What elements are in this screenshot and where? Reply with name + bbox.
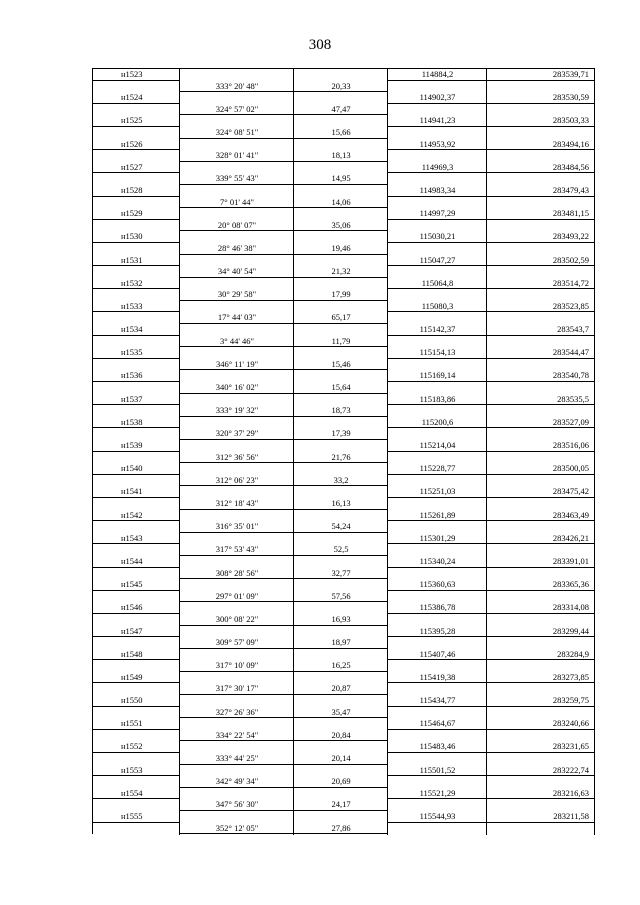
length-cell: 21,32 (294, 266, 388, 278)
x-coordinate-cell: 115200,6 (388, 417, 487, 429)
y-coordinate-cell: 283502,59 (487, 255, 595, 267)
length-cell: 16,93 (294, 614, 388, 626)
angle-cell: 333° 20' 48" (180, 81, 294, 93)
table-row (93, 765, 595, 788)
table-row (93, 139, 595, 162)
length-cell: 32,77 (294, 568, 388, 580)
point-cell: н1550 (93, 695, 180, 707)
column-divider (594, 69, 595, 835)
y-coordinate-cell: 283426,21 (487, 533, 595, 545)
length-cell: 21,76 (294, 452, 388, 464)
y-coordinate-cell: 283365,36 (487, 579, 595, 591)
x-coordinate-cell: 115544,93 (388, 811, 487, 823)
y-coordinate-cell: 283494,16 (487, 139, 595, 151)
angle-cell: 316° 35' 01" (180, 521, 294, 533)
point-cell: н1537 (93, 394, 180, 406)
length-cell: 15,46 (294, 359, 388, 371)
y-coordinate-cell: 283475,42 (487, 486, 595, 498)
table-row (93, 370, 595, 393)
x-coordinate-cell: 115360,63 (388, 579, 487, 591)
point-cell: н1527 (93, 162, 180, 174)
x-coordinate-cell: 114902,37 (388, 92, 487, 104)
x-coordinate-cell: 115228,77 (388, 463, 487, 475)
x-coordinate-cell: 115251,03 (388, 486, 487, 498)
point-cell: н1542 (93, 510, 180, 522)
table-row (93, 486, 595, 509)
length-cell: 65,17 (294, 312, 388, 324)
angle-cell: 324° 57' 02" (180, 104, 294, 116)
length-cell: 17,99 (294, 289, 388, 301)
angle-cell: 317° 53' 43" (180, 544, 294, 556)
y-coordinate-cell: 283484,56 (487, 162, 595, 174)
length-cell: 20,14 (294, 753, 388, 765)
angle-cell: 3° 44' 46" (180, 336, 294, 348)
angle-cell: 334° 22' 54" (180, 730, 294, 742)
x-coordinate-cell: 114997,29 (388, 208, 487, 220)
table-row (93, 417, 595, 440)
x-coordinate-cell: 114884,2 (388, 69, 487, 81)
y-coordinate-cell: 283273,85 (487, 672, 595, 684)
length-cell: 16,25 (294, 660, 388, 672)
table-row (93, 741, 595, 764)
angle-cell: 347° 56' 30" (180, 799, 294, 811)
point-cell: н1540 (93, 463, 180, 475)
point-cell: н1549 (93, 672, 180, 684)
table-row (93, 440, 595, 463)
point-cell: н1546 (93, 602, 180, 614)
length-cell: 27,86 (294, 823, 388, 835)
point-cell: н1555 (93, 811, 180, 823)
length-cell: 20,84 (294, 730, 388, 742)
table-row (93, 208, 595, 231)
x-coordinate-cell: 114953,92 (388, 139, 487, 151)
length-cell: 14,06 (294, 197, 388, 209)
x-coordinate-cell: 115395,28 (388, 626, 487, 638)
table-row (93, 556, 595, 579)
x-coordinate-cell: 115464,67 (388, 718, 487, 730)
x-coordinate-cell: 115483,46 (388, 741, 487, 753)
x-coordinate-cell: 114969,3 (388, 162, 487, 174)
page-number: 308 (308, 37, 332, 53)
angle-cell: 333° 44' 25" (180, 753, 294, 765)
length-cell: 52,5 (294, 544, 388, 556)
x-coordinate-cell: 115407,46 (388, 649, 487, 661)
table-row (93, 602, 595, 625)
x-coordinate-cell: 115386,78 (388, 602, 487, 614)
y-coordinate-cell: 283231,65 (487, 741, 595, 753)
angle-cell: 342° 49' 34" (180, 776, 294, 788)
column-divider (179, 69, 180, 835)
table-row (93, 718, 595, 741)
y-coordinate-cell: 283240,66 (487, 718, 595, 730)
angle-cell: 340° 16' 02" (180, 382, 294, 394)
y-coordinate-cell: 283503,33 (487, 115, 595, 127)
table-row (93, 115, 595, 138)
table-row (93, 347, 595, 370)
length-cell: 20,87 (294, 683, 388, 695)
y-coordinate-cell: 283516,06 (487, 440, 595, 452)
table-row (93, 185, 595, 208)
length-cell: 18,73 (294, 405, 388, 417)
point-cell: н1545 (93, 579, 180, 591)
y-coordinate-cell: 283216,63 (487, 788, 595, 800)
table-row (93, 255, 595, 278)
length-cell: 20,33 (294, 81, 388, 93)
column-divider (293, 69, 294, 835)
y-coordinate-cell: 283535,5 (487, 394, 595, 406)
x-coordinate-cell: 115030,21 (388, 231, 487, 243)
length-cell: 18,13 (294, 150, 388, 162)
point-cell: н1523 (93, 69, 180, 81)
table-row (93, 695, 595, 718)
column-divider (486, 69, 487, 835)
table-row (93, 324, 595, 347)
table-row (93, 463, 595, 486)
length-cell: 57,56 (294, 591, 388, 603)
angle-cell: 324° 08' 51" (180, 127, 294, 139)
length-cell: 54,24 (294, 521, 388, 533)
point-cell: н1539 (93, 440, 180, 452)
x-coordinate-cell: 114983,34 (388, 185, 487, 197)
coordinates-table (92, 68, 595, 834)
y-coordinate-cell: 283514,72 (487, 278, 595, 290)
x-coordinate-cell: 115142,37 (388, 324, 487, 336)
y-coordinate-cell: 283284,9 (487, 649, 595, 661)
y-coordinate-cell: 283479,43 (487, 185, 595, 197)
x-coordinate-cell: 115169,14 (388, 370, 487, 382)
angle-cell: 34° 40' 54" (180, 266, 294, 278)
length-cell: 20,69 (294, 776, 388, 788)
y-coordinate-cell: 283527,09 (487, 417, 595, 429)
point-cell: н1552 (93, 741, 180, 753)
x-coordinate-cell: 115501,52 (388, 765, 487, 777)
point-cell: н1554 (93, 788, 180, 800)
table-row (93, 626, 595, 649)
angle-cell: 7° 01' 44" (180, 197, 294, 209)
length-cell: 15,66 (294, 127, 388, 139)
point-cell: н1528 (93, 185, 180, 197)
y-coordinate-cell: 283314,08 (487, 602, 595, 614)
column-divider (387, 69, 388, 835)
angle-cell: 320° 37' 29" (180, 428, 294, 440)
point-cell: н1533 (93, 301, 180, 313)
angle-cell: 352° 12' 05" (180, 823, 294, 835)
length-cell: 11,79 (294, 336, 388, 348)
length-cell: 24,17 (294, 799, 388, 811)
length-cell: 47,47 (294, 104, 388, 116)
x-coordinate-cell: 115301,29 (388, 533, 487, 545)
angle-cell: 308° 28' 56" (180, 568, 294, 580)
length-cell: 35,47 (294, 707, 388, 719)
angle-cell: 297° 01' 09" (180, 591, 294, 603)
angle-cell: 312° 36' 56" (180, 452, 294, 464)
x-coordinate-cell: 115183,86 (388, 394, 487, 406)
x-coordinate-cell: 115340,24 (388, 556, 487, 568)
y-coordinate-cell: 283500,05 (487, 463, 595, 475)
length-cell: 14,95 (294, 173, 388, 185)
angle-cell: 317° 30' 17" (180, 683, 294, 695)
y-coordinate-cell: 283493,22 (487, 231, 595, 243)
length-cell: 17,39 (294, 428, 388, 440)
y-coordinate-cell: 283523,85 (487, 301, 595, 313)
angle-cell: 312° 06' 23" (180, 475, 294, 487)
angle-cell: 312° 18' 43" (180, 498, 294, 510)
table-row (93, 231, 595, 254)
point-cell: н1541 (93, 486, 180, 498)
angle-cell: 317° 10' 09" (180, 660, 294, 672)
y-coordinate-cell: 283540,78 (487, 370, 595, 382)
length-cell: 35,06 (294, 220, 388, 232)
point-cell: н1531 (93, 255, 180, 267)
angle-cell: 328° 01' 41" (180, 150, 294, 162)
table-row (93, 510, 595, 533)
x-coordinate-cell: 115521,29 (388, 788, 487, 800)
point-cell: н1547 (93, 626, 180, 638)
x-coordinate-cell: 115214,04 (388, 440, 487, 452)
point-cell: н1553 (93, 765, 180, 777)
point-cell: н1526 (93, 139, 180, 151)
y-coordinate-cell: 283530,59 (487, 92, 595, 104)
table-row (93, 649, 595, 672)
table-row (93, 579, 595, 602)
angle-cell: 339° 55' 43" (180, 173, 294, 185)
table-row (93, 301, 595, 324)
length-cell: 16,13 (294, 498, 388, 510)
point-cell: н1536 (93, 370, 180, 382)
length-cell: 15,64 (294, 382, 388, 394)
table-row (93, 394, 595, 417)
angle-cell: 17° 44' 03" (180, 312, 294, 324)
table-row (93, 788, 595, 811)
table-row (93, 672, 595, 695)
table-row (93, 278, 595, 301)
x-coordinate-cell: 115261,89 (388, 510, 487, 522)
y-coordinate-cell: 283543,7 (487, 324, 595, 336)
point-cell: н1525 (93, 115, 180, 127)
angle-cell: 309° 57' 09" (180, 637, 294, 649)
x-coordinate-cell: 114941,23 (388, 115, 487, 127)
y-coordinate-cell: 283463,49 (487, 510, 595, 522)
x-coordinate-cell: 115064,8 (388, 278, 487, 290)
angle-cell: 20° 08' 07" (180, 220, 294, 232)
x-coordinate-cell: 115047,27 (388, 255, 487, 267)
point-cell: н1538 (93, 417, 180, 429)
angle-cell: 30° 29' 58" (180, 289, 294, 301)
angle-cell: 333° 19' 32" (180, 405, 294, 417)
y-coordinate-cell: 283481,15 (487, 208, 595, 220)
length-cell: 18,97 (294, 637, 388, 649)
point-cell: н1524 (93, 92, 180, 104)
length-cell: 33,2 (294, 475, 388, 487)
point-cell: н1532 (93, 278, 180, 290)
point-cell: н1529 (93, 208, 180, 220)
y-coordinate-cell: 283391,01 (487, 556, 595, 568)
y-coordinate-cell: 283299,44 (487, 626, 595, 638)
table-row (93, 811, 595, 834)
x-coordinate-cell: 115080,3 (388, 301, 487, 313)
point-cell: н1544 (93, 556, 180, 568)
table-row (93, 92, 595, 115)
angle-cell: 300° 08' 22" (180, 614, 294, 626)
point-cell: н1548 (93, 649, 180, 661)
y-coordinate-cell: 283211,58 (487, 811, 595, 823)
angle-cell: 28° 46' 38" (180, 243, 294, 255)
point-cell: н1551 (93, 718, 180, 730)
point-cell: н1535 (93, 347, 180, 359)
point-cell: н1543 (93, 533, 180, 545)
y-coordinate-cell: 283544,47 (487, 347, 595, 359)
y-coordinate-cell: 283539,71 (487, 69, 595, 81)
table-row (93, 162, 595, 185)
y-coordinate-cell: 283222,74 (487, 765, 595, 777)
table-row (93, 69, 595, 92)
x-coordinate-cell: 115154,13 (388, 347, 487, 359)
angle-cell: 346° 11' 19" (180, 359, 294, 371)
table-row (93, 533, 595, 556)
x-coordinate-cell: 115419,38 (388, 672, 487, 684)
point-cell: н1534 (93, 324, 180, 336)
length-cell: 19,46 (294, 243, 388, 255)
y-coordinate-cell: 283259,75 (487, 695, 595, 707)
x-coordinate-cell: 115434,77 (388, 695, 487, 707)
point-cell: н1530 (93, 231, 180, 243)
angle-cell: 327° 26' 36" (180, 707, 294, 719)
